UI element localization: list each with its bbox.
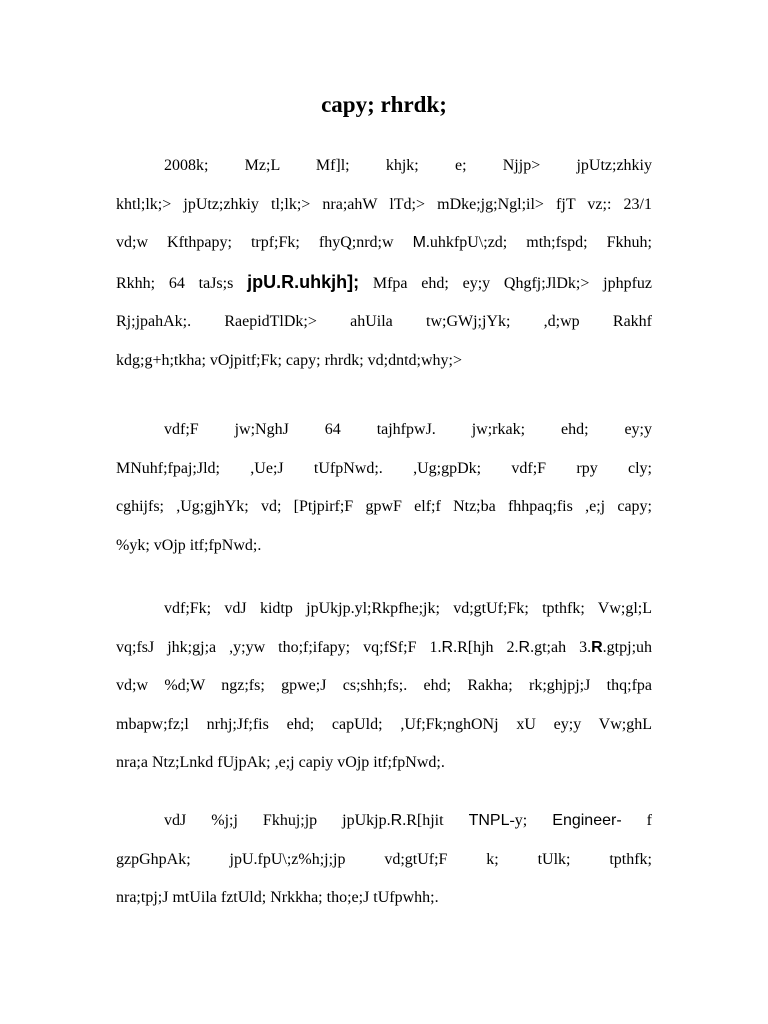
paragraph-4-line-2: gzpGhpAk; jpU.fpU\;z%h;j;jp vd;gtUf;F k; tUlk; tpthfk; [116, 850, 652, 868]
paragraph-4 [116, 802, 652, 918]
paragraph-2-line-3: cghijfs; ,Ug;gjhYk; vd; [Ptjpirf;F gpwF elf;f Ntz;ba fhhpaq;fis ,e;j capy; [116, 498, 652, 515]
paragraph-3-line-4: mbapw;fz;l nrhj;Jf;fis ehd; capUld; ,Uf;Fk;nghONj xU ey;y Vw;ghL [116, 715, 652, 733]
paragraph-2-line-4: %yk; vOjp itf;fpNwd;. [116, 536, 262, 554]
paragraph-3-line-2: vq;fsJ jhk;gj;a ,y;yw tho;f;ifapy; vq;fSf;F 1.R.R[hjh 2.R.gt;ah 3.R.gtpj;uh [116, 638, 653, 656]
paragraph-1-line-6: kdg;g+h;tkha; vOjpitf;Fk; capy; rhrdk; vd;dntd;why;> [116, 351, 463, 369]
paragraph-1-line-2: khtl;lk;> jpUtz;zhkiy tl;lk;> nra;ahW lTd;> mDke;jg;Ngl;il> fjT vz;: 23/1 [116, 195, 652, 213]
paragraph-1 [116, 147, 652, 380]
paragraph-4-line-1: vdJ %j;j Fkhuj;jp jpUkjp.R.R[hjit TNPL-y; Engineer- f [164, 812, 652, 829]
paragraph-3-line-1: vdf;Fk; vdJ kidtp jpUkjp.yl;Rkpfhe;jk; vd;gtUf;Fk; tpthfk; Vw;gl;L [164, 600, 652, 617]
paragraph-3-line-3: vd;w %d;W ngz;fs; gpwe;J cs;shh;fs;. ehd; Rakha; rk;ghjpj;J thq;fpa [116, 677, 652, 694]
paragraph-2-line-2: MNuhf;fpaj;Jld; ,Ue;J tUfpNwd;. ,Ug;gpDk; vdf;F rpy cly; [116, 459, 652, 477]
paragraph-1-line-1: 2008k; Mz;L Mf]l; khjk; e; Njjp> jpUtz;zhkiy [164, 157, 652, 174]
paragraph-2-line-1: vdf;F jw;NghJ 64 tajhfpwJ. jw;rkak; ehd; ey;y [164, 421, 652, 438]
page-title: capy; rhrdk; [321, 92, 447, 117]
paragraph-1-line-3: vd;w Kfthpapy; trpf;Fk; fhyQ;nrd;w M.uhkfpU\;zd; mth;fspd; Fkhuh; [116, 234, 653, 251]
paragraph-1-line-4: Rkhh; 64 taJs;s jpU.R.uhkjh]; Mfpa ehd; ey;y Qhgfj;JlDk;> jphpfuz [116, 271, 653, 292]
paragraph-3 [116, 590, 652, 783]
paragraph-4-line-3: nra;tpj;J mtUila fztUld; Nrkkha; tho;e;J tUfpwhh;. [116, 889, 439, 906]
paragraph-2 [116, 411, 652, 565]
paragraph-3-line-5: nra;a Ntz;Lnkd fUjpAk; ,e;j capiy vOjp itf;fpNwd;. [116, 754, 445, 771]
paragraph-1-line-5: Rj;jpahAk;. RaepidTlDk;> ahUila tw;GWj;jYk; ,d;wp Rakhf [116, 313, 652, 330]
